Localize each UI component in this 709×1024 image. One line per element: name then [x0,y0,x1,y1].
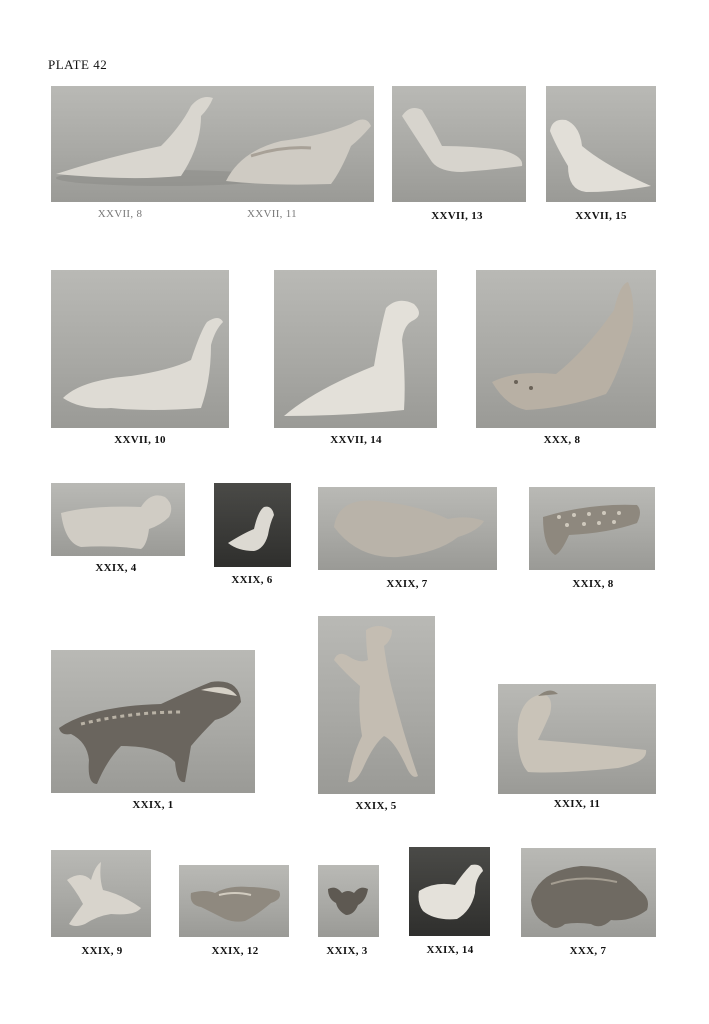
photo-xxvii-13 [392,86,526,202]
photo-xxix-7 [318,487,497,570]
caption-xxvii-11: XXVII, 11 [247,208,297,220]
photo-xxvii-15 [546,86,656,202]
photo-xxix-1 [51,650,255,793]
caption-xxix-1: XXIX, 1 [132,799,174,811]
caption-xxix-14: XXIX, 14 [426,944,474,956]
caption-xxix-11: XXIX, 11 [553,798,601,810]
photo-xxvii-14 [274,270,437,428]
caption-xxix-4: XXIX, 4 [95,562,137,574]
photo-xxix-3 [318,865,379,937]
photo-xxix-14 [409,847,490,936]
caption-xxix-12: XXIX, 12 [211,945,259,957]
caption-xxvii-8: XXVII, 8 [97,208,143,220]
caption-xxix-3: XXIX, 3 [326,945,368,957]
photo-xxix-11 [498,684,656,794]
photo-xxix-5 [318,616,435,794]
plate-title: PLATE 42 [48,57,108,72]
caption-xxvii-13: XXVII, 13 [431,210,483,222]
photo-xxix-6 [214,483,291,567]
caption-xxx-8: XXX, 8 [543,434,581,446]
photo-xxx-7 [521,848,656,937]
photo-xxix-12 [179,865,289,937]
caption-xxix-8: XXIX, 8 [572,578,614,590]
photo-xxx-8 [476,270,656,428]
photo-xxix-9 [51,850,151,937]
caption-xxix-7: XXIX, 7 [386,578,428,590]
caption-xxvii-15: XXVII, 15 [575,210,627,222]
photo-xxvii-10 [51,270,229,428]
caption-xxx-7: XXX, 7 [569,945,607,957]
photo-xxix-4 [51,483,185,556]
caption-xxvii-10: XXVII, 10 [114,434,166,446]
caption-xxix-6: XXIX, 6 [231,574,273,586]
photo-xxvii-8-and-11 [51,86,374,202]
caption-xxix-5: XXIX, 5 [355,800,397,812]
photo-xxix-8 [529,487,655,570]
caption-xxix-9: XXIX, 9 [81,945,123,957]
caption-xxvii-14: XXVII, 14 [330,434,382,446]
